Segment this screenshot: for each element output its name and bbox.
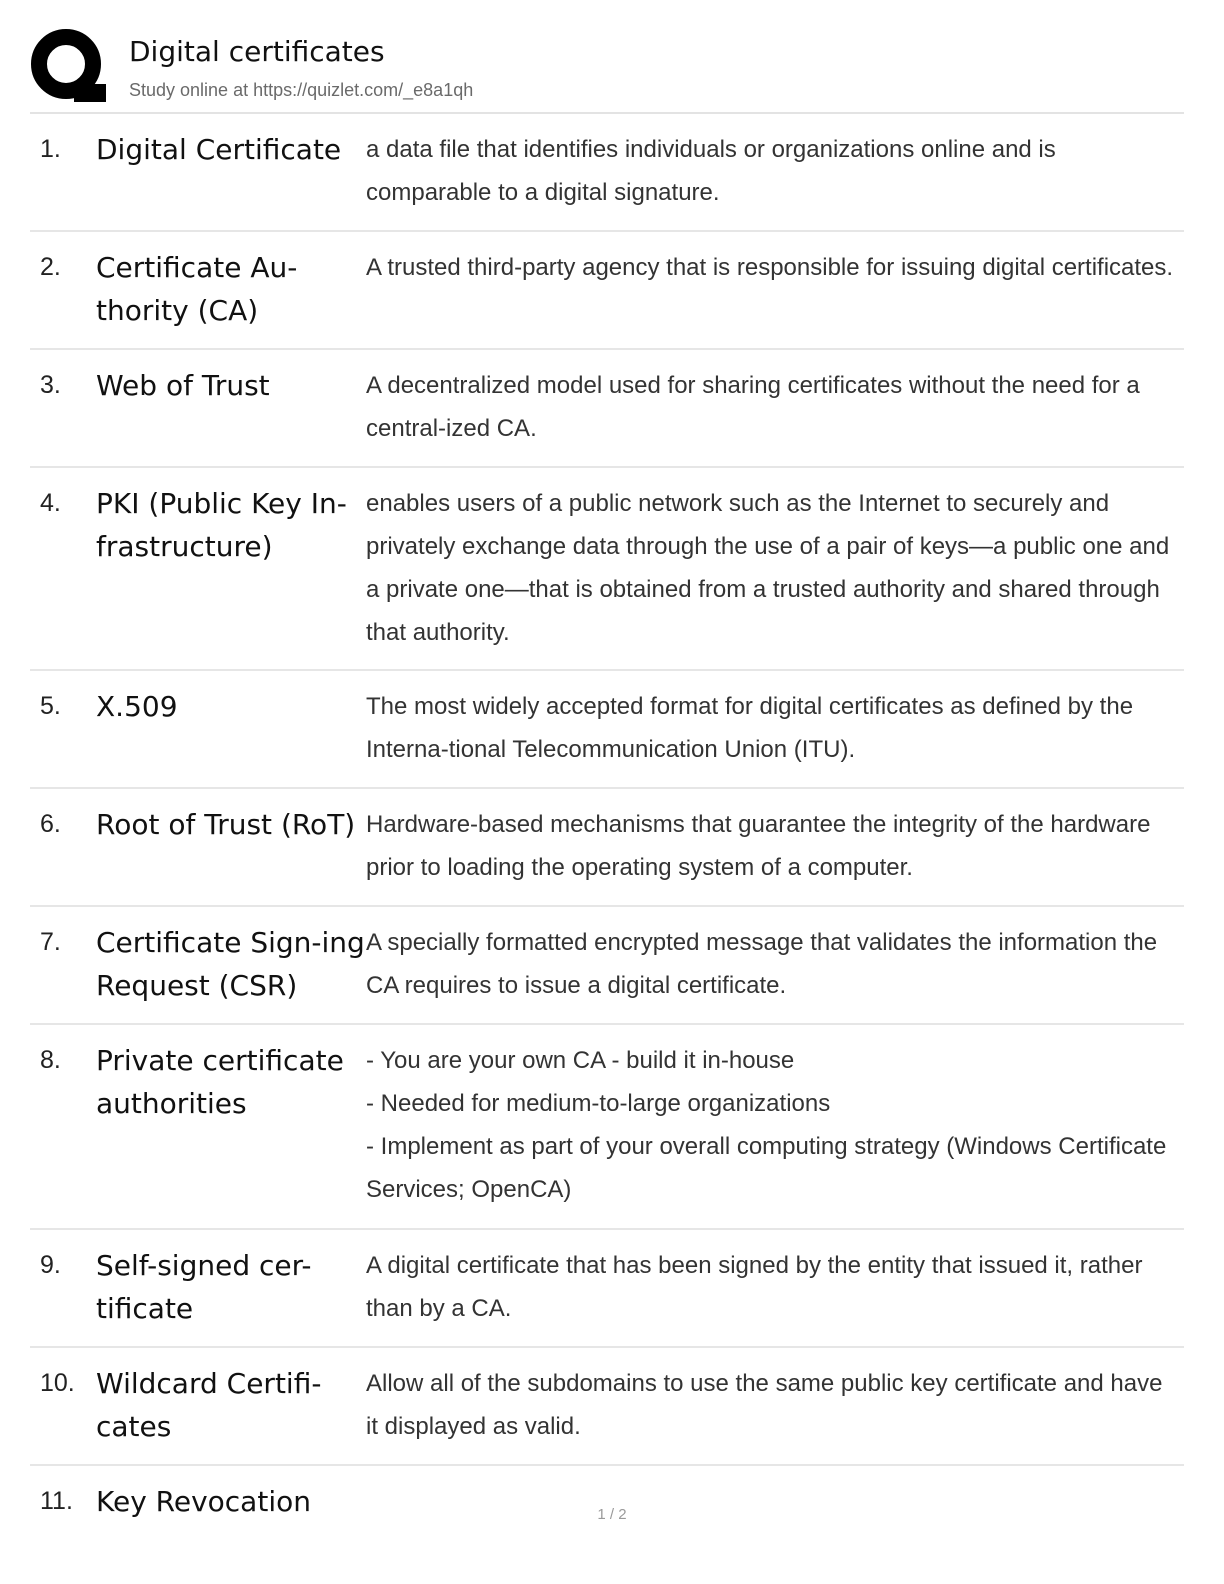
term-number: 6. <box>40 810 61 838</box>
study-online-link[interactable]: Study online at https://quizlet.com/_e8a1qh <box>129 80 474 100</box>
term-title: Self-signed cer-tificate <box>96 1249 312 1325</box>
term-number: 2. <box>40 253 61 281</box>
term-title: PKI (Public Key In-frastructure) <box>96 487 347 563</box>
term-title: X.509 <box>96 690 178 723</box>
term-row <box>30 114 1184 232</box>
term-definition: Allow all of the subdomains to use the same public key certificate and have it displayed as valid. <box>366 1370 1163 1440</box>
term-title: Web of Trust <box>96 369 270 402</box>
term-definition: The most widely accepted format for digital certificates as defined by the Interna-tional Telecommunication Union (ITU). <box>366 693 1134 763</box>
term-number: 10. <box>40 1369 75 1397</box>
term-row <box>30 907 1184 1025</box>
term-row <box>30 1230 1184 1348</box>
term-row <box>30 671 1184 789</box>
term-row <box>30 1348 1184 1466</box>
page-number: 1 / 2 <box>597 1506 627 1523</box>
term-row <box>30 789 1184 907</box>
page-header <box>30 28 1184 114</box>
term-title: Certificate Au-thority (CA) <box>96 251 298 327</box>
quizlet-logo-icon <box>30 28 110 108</box>
term-row <box>30 1025 1184 1230</box>
term-number: 9. <box>40 1251 61 1279</box>
term-definition: - You are your own CA - build it in-house - Needed for medium-to-large organizations - Implement as part of your overall computing strategy (Windows Certificate Services; OpenCA) <box>366 1047 1167 1203</box>
term-definition: A digital certificate that has been signed by the entity that issued it, rather than by a CA. <box>366 1252 1143 1322</box>
term-definition: A decentralized model used for sharing certificates without the need for a central-ized CA. <box>366 372 1140 442</box>
term-list <box>30 114 1184 1538</box>
term-number: 3. <box>40 371 61 399</box>
term-row <box>30 1466 1184 1538</box>
term-number: 7. <box>40 928 61 956</box>
term-title: Digital Certificate <box>96 133 342 166</box>
term-number: 5. <box>40 692 61 720</box>
term-definition: enables users of a public network such as the Internet to securely and privately exchange data through the use of a pair of keys—a public one and a private one—that is obtained from a trusted authority and shared through that authority. <box>366 490 1170 646</box>
term-number: 8. <box>40 1046 61 1074</box>
term-title: Wildcard Certifi-cates <box>96 1367 322 1443</box>
term-definition: a data file that identifies individuals or organizations online and is comparable to a digital signature. <box>366 136 1056 206</box>
term-number: 1. <box>40 135 61 163</box>
term-title: Key Revocation <box>96 1485 311 1518</box>
term-number: 11. <box>40 1487 73 1515</box>
term-definition: A specially formatted encrypted message that validates the information the CA requires to issue a digital certificate. <box>366 929 1158 999</box>
term-definition: Hardware-based mechanisms that guarantee the integrity of the hardware prior to loading the operating system of a computer. <box>366 811 1151 881</box>
term-number: 4. <box>40 489 61 517</box>
term-row <box>30 350 1184 468</box>
page-title: Digital certificates <box>129 35 385 68</box>
term-definition: A trusted third-party agency that is responsible for issuing digital certificates. <box>366 254 1174 281</box>
term-row <box>30 468 1184 671</box>
term-title: Private certificate authorities <box>96 1044 344 1120</box>
term-title: Root of Trust (RoT) <box>96 808 356 841</box>
term-row <box>30 232 1184 350</box>
term-title: Certificate Sign-ing Request (CSR) <box>96 926 365 1002</box>
